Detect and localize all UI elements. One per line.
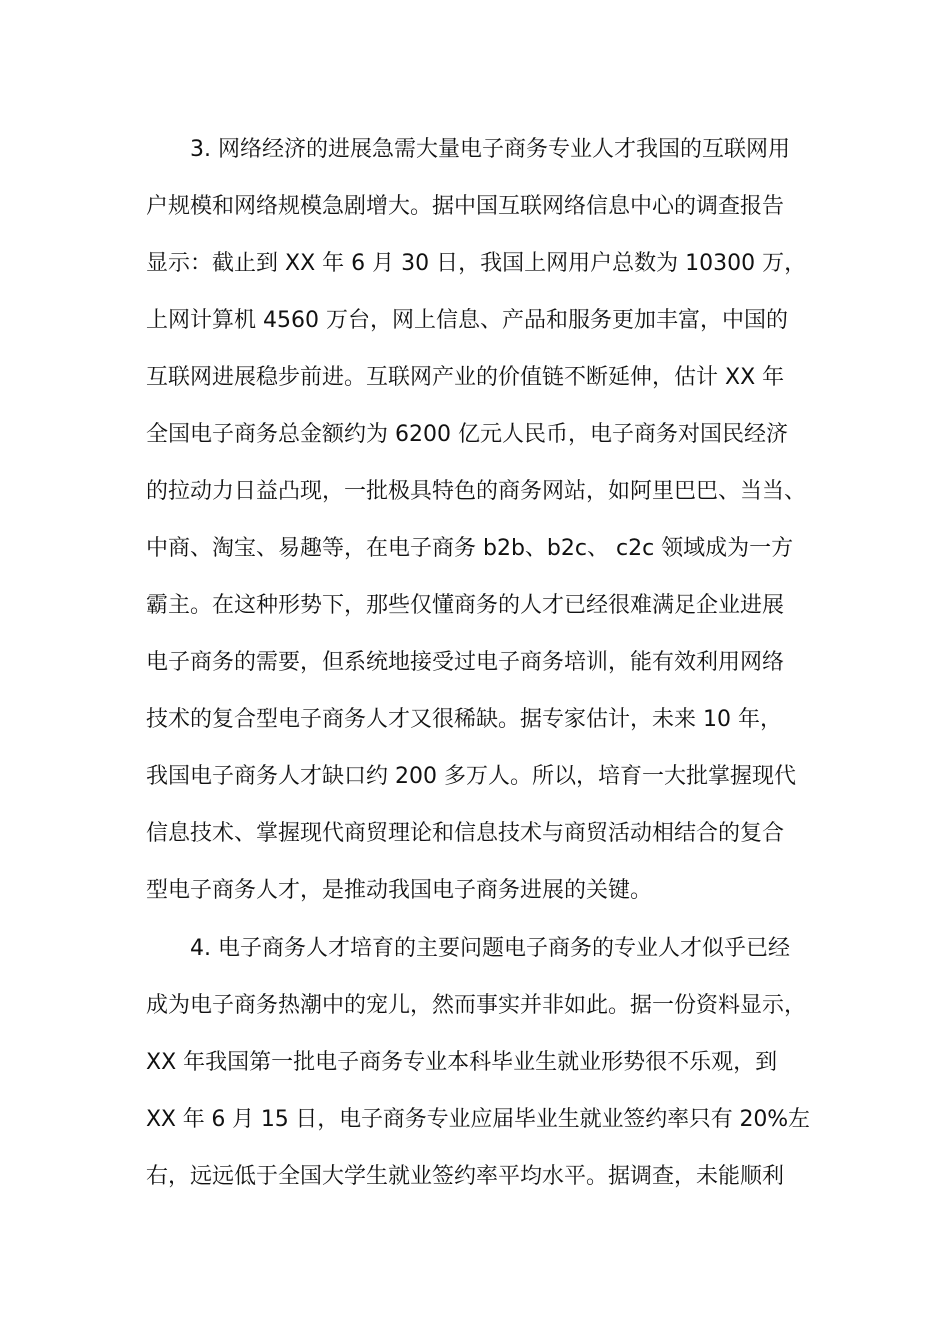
- paragraph-3-line-3: 显示：截止到 XX 年 6 月 30 日，我国上网用户总数为 10300 万，: [146, 251, 807, 276]
- paragraph-3-line-6: 全国电子商务总金额约为 6200 亿元人民币，电子商务对国民经济: [146, 422, 788, 447]
- paragraph-4-line-4: XX 年 6 月 15 日，电子商务专业应届毕业生就业签约率只有 20%左: [146, 1107, 810, 1132]
- paragraph-3-line-14: 型电子商务人才，是推动我国电子商务进展的关键。: [146, 878, 653, 903]
- paragraph-3-line-5: 互联网进展稳步前进。互联网产业的价值链不断延伸，估计 XX 年: [146, 365, 785, 390]
- paragraph-3-line-13: 信息技术、掌握现代商贸理论和信息技术与商贸活动相结合的复合: [146, 821, 785, 846]
- paragraph-4-line-3: XX 年我国第一批电子商务专业本科毕业生就业形势很不乐观，到: [146, 1050, 778, 1075]
- paragraph-4-line-1: 4. 电子商务人才培育的主要问题电子商务的专业人才似乎已经: [190, 936, 790, 961]
- paragraph-3-line-2: 户规模和网络规模急剧增大。据中国互联网络信息中心的调查报告: [146, 194, 785, 219]
- paragraph-3-line-7: 的拉动力日益凸现，一批极具特色的商务网站，如阿里巴巴、当当、: [146, 479, 807, 504]
- paragraph-3-line-12: 我国电子商务人才缺口约 200 多万人。所以，培育一大批掌握现代: [146, 764, 796, 789]
- paragraph-4-line-2: 成为电子商务热潮中的宠儿，然而事实并非如此。据一份资料显示，: [146, 993, 807, 1018]
- paragraph-3-line-1: 3. 网络经济的进展急需大量电子商务专业人才我国的互联网用: [190, 137, 790, 162]
- paragraph-4-line-5: 右，远远低于全国大学生就业签约率平均水平。据调查，未能顺利: [146, 1164, 785, 1189]
- paragraph-3-line-4: 上网计算机 4560 万台，网上信息、产品和服务更加丰富，中国的: [146, 308, 788, 333]
- paragraph-3-line-10: 电子商务的需要，但系统地接受过电子商务培训，能有效利用网络: [146, 650, 785, 675]
- paragraph-3-line-8: 中商、淘宝、易趣等，在电子商务 b2b、b2c、 c2c 领域成为一方: [146, 536, 794, 561]
- paragraph-3-line-9: 霸主。在这种形势下，那些仅懂商务的人才已经很难满足企业进展: [146, 593, 785, 618]
- paragraph-3-line-11: 技术的复合型电子商务人才又很稀缺。据专家估计，未来 10 年，: [146, 707, 782, 732]
